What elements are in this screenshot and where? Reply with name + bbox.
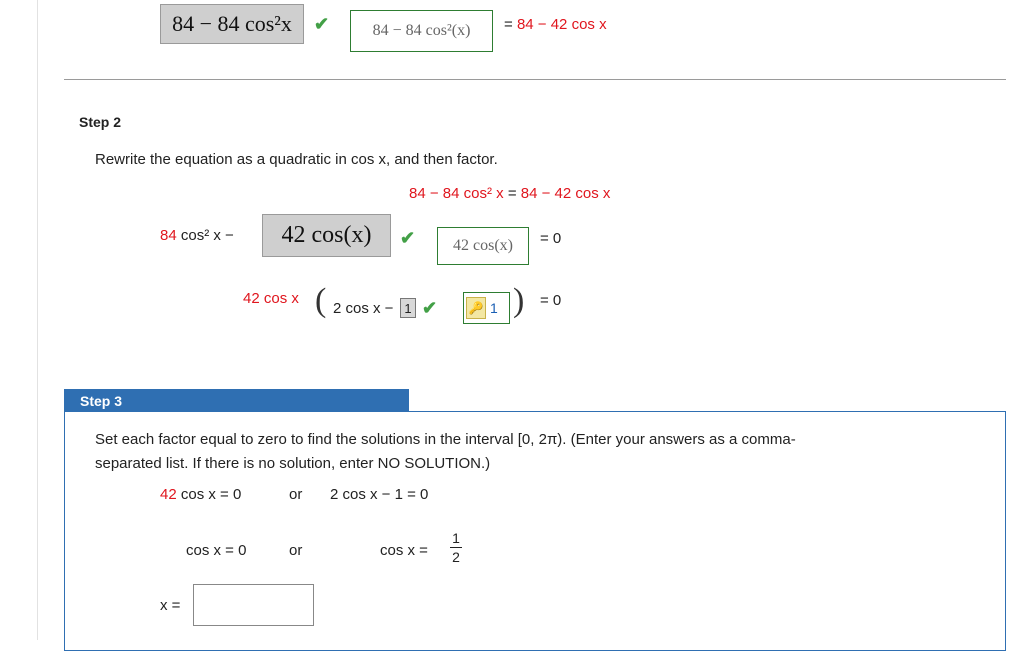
line1-lhs: 84 − 84 cos² x: [409, 185, 504, 202]
line3-mid: 2 cos x −: [333, 300, 394, 317]
step2-instruction: Rewrite the equation as a quadratic in cos x, and then factor.: [95, 151, 498, 168]
left-margin-line: [37, 0, 38, 640]
line2-response-text: 42 cos(x): [453, 237, 513, 254]
line2-eq: = 0: [540, 230, 562, 247]
step3-eq-d: cos x =: [380, 542, 428, 559]
step1-rhs: [504, 16, 607, 33]
box1-value: 1: [404, 300, 412, 316]
section-divider: [64, 79, 1006, 80]
line2-correct-answer: [262, 214, 391, 257]
step2-line1: [409, 185, 610, 202]
line2-prefix-visible: cos² x −: [180, 227, 234, 244]
step3-eq-c: cos x = 0: [186, 542, 247, 559]
line2-answer-text: 42 cos(x): [281, 222, 372, 248]
key-answer-value: 1: [490, 300, 498, 316]
one-half-fraction: [450, 530, 462, 565]
correct-answer-text: 84 − 84 cos²x: [172, 11, 292, 36]
step3-eq-a: [160, 486, 241, 503]
line3-red-factor: 42 cos x: [243, 290, 299, 307]
step3-eq-b: 2 cos x − 1 = 0: [330, 486, 429, 503]
line3-eq: = 0: [540, 292, 562, 309]
key-icon: 🔑: [466, 297, 486, 319]
equals-sign: =: [504, 16, 513, 33]
check-icon: ✔: [314, 14, 330, 34]
step1-rhs-text: 84 − 42 cos x: [516, 16, 607, 33]
or-label: or: [289, 542, 303, 559]
eq-a-red: 42: [160, 486, 177, 503]
answer-box-1[interactable]: [400, 298, 416, 318]
step3-header: [64, 389, 409, 412]
line2-red-coef: 84: [160, 227, 177, 244]
step2-line2-prefix: [160, 227, 234, 244]
student-response-box: [350, 10, 493, 52]
fraction-numerator: 1: [452, 530, 460, 546]
correct-answer-display: [160, 4, 304, 44]
x-answer-input[interactable]: [193, 584, 314, 626]
step3-instruction-line2: separated list. If there is no solution, enter NO SOLUTION.): [95, 455, 491, 472]
key-answer-box[interactable]: [463, 292, 510, 324]
x-label: [160, 597, 180, 614]
check-icon: ✔: [400, 228, 416, 248]
fraction-denominator: 2: [452, 549, 460, 565]
check-icon: ✔: [422, 298, 438, 318]
line1-rhs: 84 − 42 cos x: [520, 185, 611, 202]
close-paren: ): [513, 282, 525, 319]
equals-sign: =: [507, 185, 517, 202]
or-label: or: [289, 486, 303, 503]
step2-label: Step 2: [79, 114, 122, 130]
fraction-bar: [450, 547, 462, 548]
student-response-text: 84 − 84 cos²(x): [372, 22, 471, 39]
step2-line3: [243, 290, 299, 307]
step3-instruction-line1: Set each factor equal to zero to find the solutions in the interval [0, 2π). (Enter your answers as a comma-: [95, 431, 796, 448]
eq-a-rest: cos x = 0: [180, 486, 242, 503]
line2-student-response: [437, 227, 529, 265]
open-paren: (: [315, 282, 327, 319]
step3-label: Step 3: [80, 392, 123, 409]
x-label-text: x =: [160, 597, 181, 614]
